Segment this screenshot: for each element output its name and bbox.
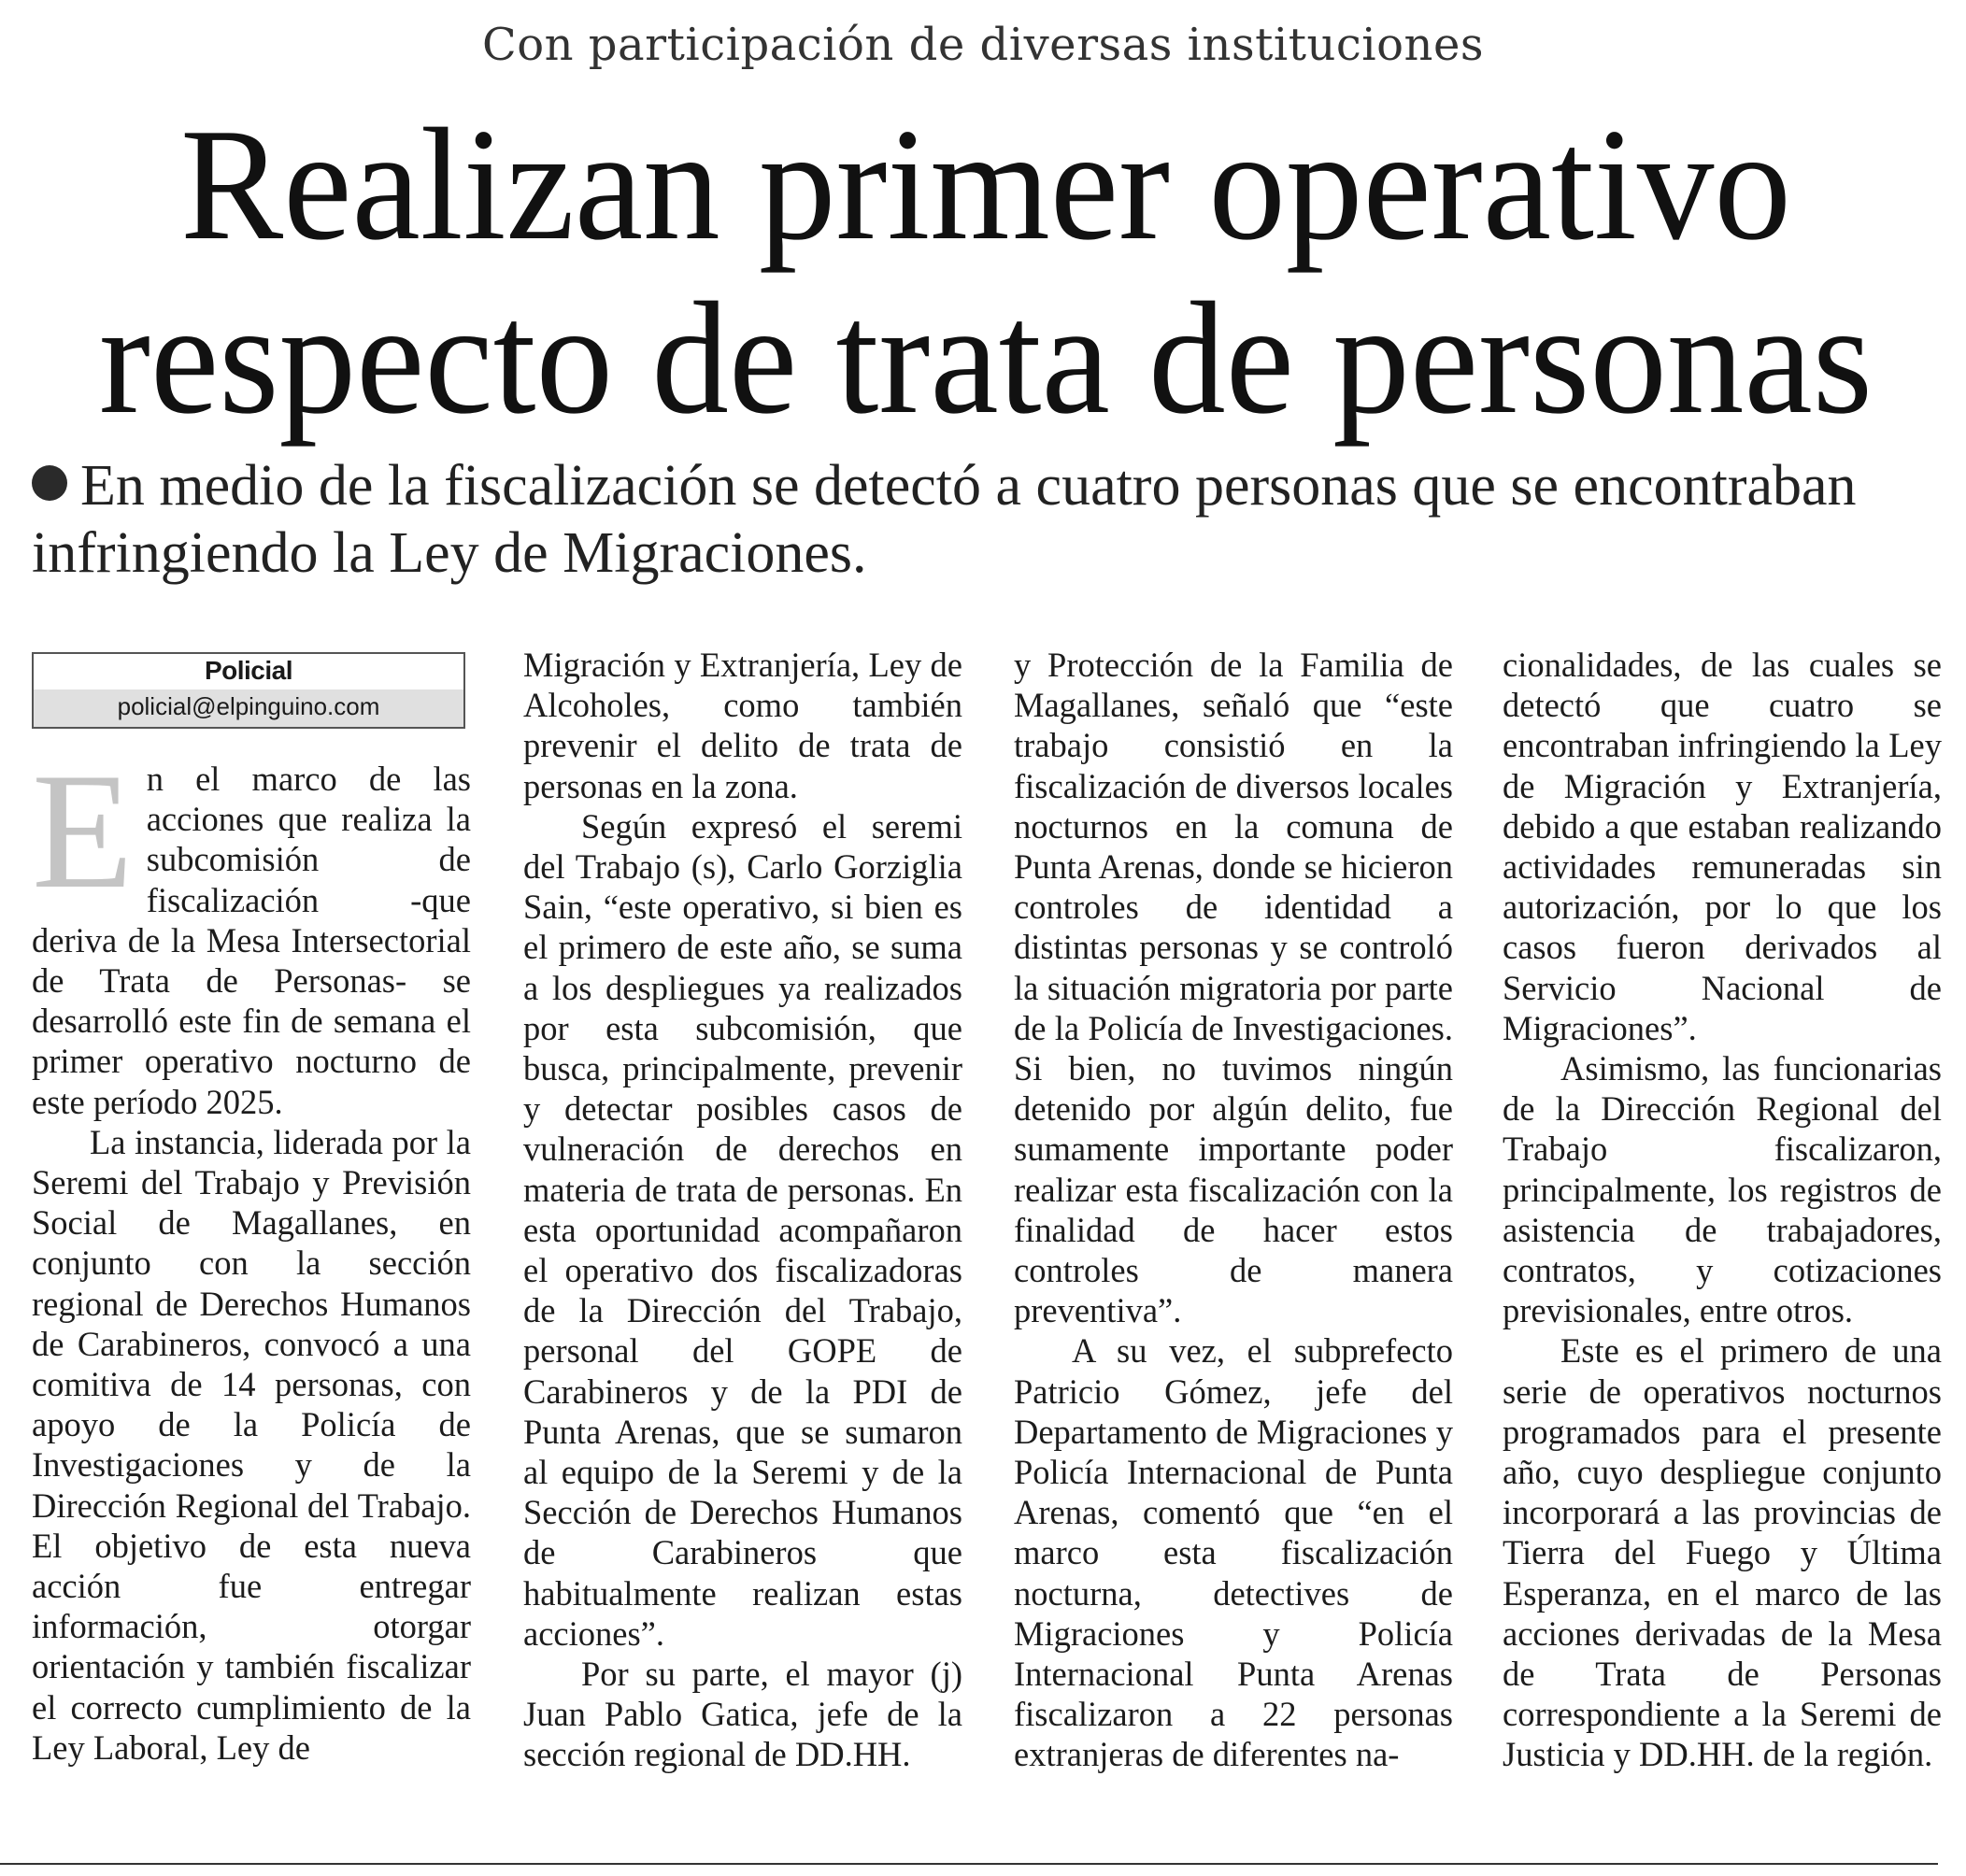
drop-cap: E xyxy=(32,738,134,923)
paragraph-6: Asimismo, las funcionarias de la Dirección Regional del Trabajo fiscalizaron, principalmente, los registros de asistencia de trabajadores, contratos, y cotizaciones previsionales, entre otros. xyxy=(1503,1049,1942,1330)
deck xyxy=(32,452,1938,587)
paragraph-4: Por su parte, el mayor (j) Juan Pablo Gatica, jefe de la sección regional de DD.HH. xyxy=(523,1655,962,1774)
paragraph-5: A su vez, el subprefecto Patricio Gómez, jefe del Departamento de Migraciones y Policía Internacional de Punta Arenas, comentó que “en el marco esta fiscalización nocturna, detectives de Migraciones y Policía Internacional Punta Arenas fiscalizaron a 22 personas extranjeras de diferentes na- xyxy=(1014,1331,1453,1774)
paragraph-5-cont: cionalidades, de las cuales se detectó que cuatro se encontraban infringiendo la Ley de Migración y Extranjería, debido a que estaban realizando actividades remuneradas sin autorización, por lo que los casos fueron derivados al Servicio Nacional de Migraciones”. xyxy=(1503,646,1942,1047)
deck-text: En medio de la fiscalización se detectó a cuatro personas que se encontraban infringiendo la Ley de Migraciones. xyxy=(32,454,1857,585)
paragraph-2-cont: Migración y Extranjería, Ley de Alcoholes, como también prevenir el delito de trata de personas en la zona. xyxy=(523,646,962,805)
bullet-icon xyxy=(32,465,67,501)
column-3 xyxy=(1014,645,1453,1775)
bottom-rule xyxy=(0,1863,1938,1865)
paragraph-7: Este es el primero de una serie de operativos nocturnos programados para el presente año, cuyo despliegue conjunto incorporará a las provincias de Tierra del Fuego y Última Esperanza, en el marco de las acciones derivadas de la Mesa de Trata de Personas correspondiente a la Seremi de Justicia y DD.HH. de la región. xyxy=(1503,1331,1942,1774)
paragraph-4-cont: y Protección de la Familia de Magallanes, señaló que “este trabajo consistió en la fiscalización de diversos locales nocturnos en la comuna de Punta Arenas, donde se hicieron controles de identidad a distintas personas y se controló la situación migratoria por parte de la Policía de Investigaciones. Si bien, no tuvimos ningún detenido por algún delito, fue sumamente importante poder realizar esta fiscalización con la finalidad de hacer estos controles de manera preventiva”. xyxy=(1014,646,1453,1330)
kicker: Con participación de diversas instituciones xyxy=(481,19,1484,71)
headline-line-1: Realizan primer operativo xyxy=(180,96,1791,274)
section-email[interactable]: policial@elpinguino.com xyxy=(117,692,380,720)
paragraph-1-text: n el marco de las acciones que realiza la subcomisión de fiscalización -que deriva de la Mesa Intersectorial de Trata de Personas- se desarrolló este fin de semana el primer operativo nocturno de este período 2025. xyxy=(32,760,471,1121)
headline-line-2: respecto de trata de personas xyxy=(98,270,1873,448)
section-box xyxy=(32,652,465,729)
column-1 xyxy=(32,738,471,1768)
paragraph-2: La instancia, liderada por la Seremi del Trabajo y Previsión Social de Magallanes, en conjunto con la sección regional de Derechos Humanos de Carabineros, convocó a una comitiva de 14 personas, con apoyo de la Policía de Investigaciones y de la Dirección Regional del Trabajo. El objetivo de esta nueva acción fue entregar información, otorgar orientación y también fiscalizar el correcto cumplimiento de la Ley Laboral, Ley de xyxy=(32,1122,471,1767)
column-2 xyxy=(523,645,962,1775)
column-4 xyxy=(1503,645,1942,1775)
paragraph-1 xyxy=(32,738,471,1122)
headline xyxy=(66,98,1905,446)
section-label: Policial xyxy=(204,656,293,685)
paragraph-3: Según expresó el seremi del Trabajo (s), Carlo Gorziglia Sain, “este operativo, si bien es el primero de este año, se suma a los despliegues ya realizados por esta subcomisión, que busca, principalmente, prevenir y detectar posibles casos de vulneración de derechos en materia de trata de personas. En esta oportunidad acompañaron el operativo dos fiscalizadoras de la Dirección del Trabajo, personal del GOPE de Carabineros y de la PDI de Punta Arenas, que se sumaron al equipo de la Seremi y de la Sección de Derechos Humanos de Carabineros que habitualmente realizan estas acciones”. xyxy=(523,806,962,1653)
